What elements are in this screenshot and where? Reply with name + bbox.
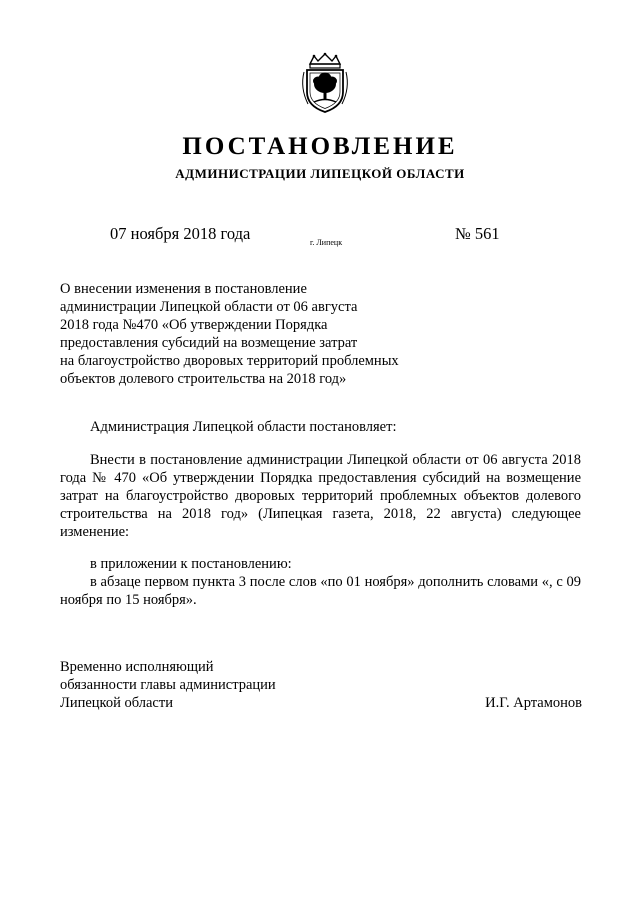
document-date: 07 ноября 2018 года (110, 224, 251, 243)
intro-paragraph: Администрация Липецкой области постановляет: (90, 419, 397, 435)
signer-position (60, 658, 360, 712)
subject-line: на благоустройство дворовых территорий проблемных (60, 353, 399, 369)
subject-line: 2018 года №470 «Об утверждении Порядка (60, 317, 328, 333)
main-paragraph: Внести в постановление администрации Липецкой области от 06 августа 2018 года № 470 «Об утверждении Порядка предоставления субсидий на возмещение затрат на благоустройство дворовых территорий проблемных объектов долевого строительства на 2018 год» (Липецкая газета, 2018, 22 августа) следующее изменение: (60, 452, 581, 540)
document-city: г. Липецк (310, 238, 343, 247)
subject-line: администрации Липецкой области от 06 августа (60, 299, 358, 315)
document-title: ПОСТАНОВЛЕНИЕ (182, 133, 458, 160)
subject-line: объектов долевого строительства на 2018 год» (60, 371, 347, 387)
signer-position-line: Временно исполняющий (60, 659, 214, 675)
amendment-paragraph-2: в абзаце первом пункта 3 после слов «по 01 ноября» дополнить словами «, с 09 ноября по 15 ноября». (60, 574, 581, 608)
signer-position-line: Липецкой области (60, 695, 173, 711)
subject-line: предоставления субсидий на возмещение затрат (60, 335, 358, 351)
document-subject (60, 280, 440, 388)
coat-of-arms-icon (298, 52, 352, 114)
document-number: № 561 (455, 224, 500, 243)
amendment-paragraph-1: в приложении к постановлению: (90, 556, 292, 572)
signer-position-line: обязанности главы администрации (60, 677, 276, 693)
subject-line: О внесении изменения в постановление (60, 281, 307, 297)
document-subtitle: АДМИНИСТРАЦИИ ЛИПЕЦКОЙ ОБЛАСТИ (175, 166, 465, 181)
signer-name: И.Г. Артамонов (485, 695, 582, 711)
